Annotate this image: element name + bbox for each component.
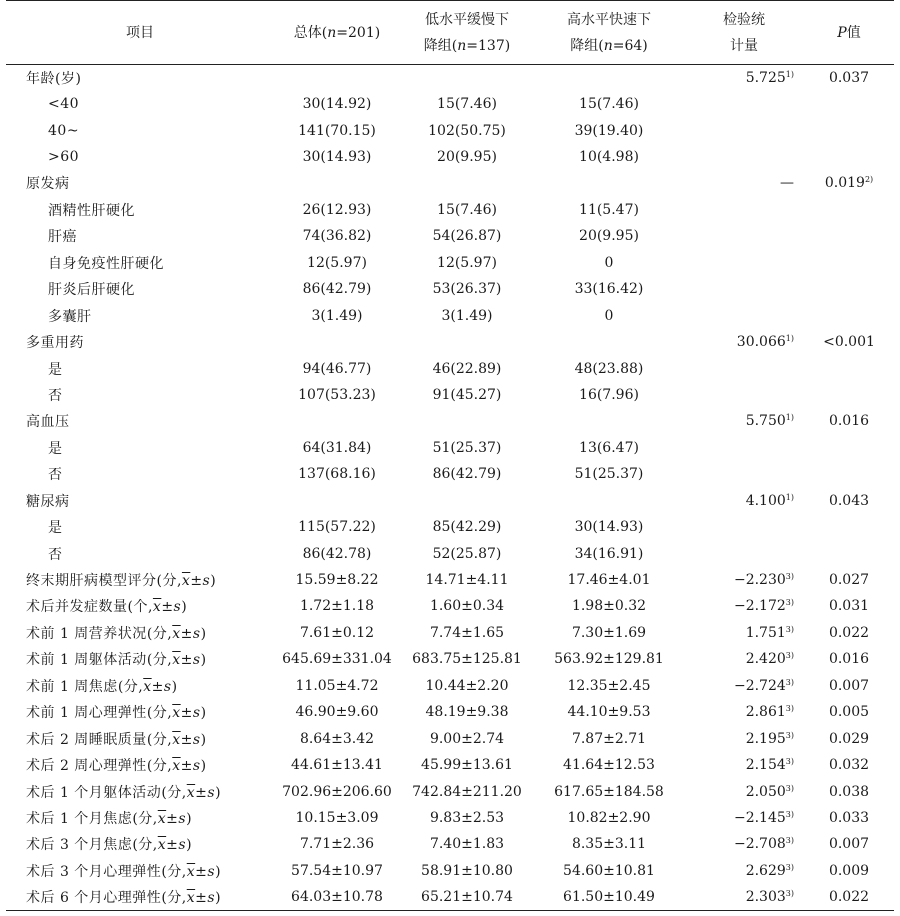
cell-low-group <box>400 488 534 514</box>
cell-test-statistic <box>684 461 804 487</box>
row-label: 术后 1 个月焦虑(分$,\overline{x}\pm s$) <box>26 810 193 827</box>
cell-test-statistic <box>684 382 804 408</box>
table-row <box>6 408 894 434</box>
cell-test-statistic: 2.629$^{3)}$ <box>745 862 794 879</box>
table-container <box>6 0 894 911</box>
cell-test-statistic: 2.154$^{3)}$ <box>745 757 794 774</box>
table-row <box>6 620 894 646</box>
row-label: 否 <box>48 546 63 563</box>
table-row <box>6 752 894 778</box>
cell-low-group: 742.84±211.20 <box>412 783 522 800</box>
cell-p-value <box>804 197 894 223</box>
table-row <box>6 276 894 302</box>
cell-p-value <box>804 91 894 117</box>
cell-test-statistic <box>684 197 804 223</box>
cell-total: 115(57.22) <box>298 519 376 536</box>
table-row <box>6 461 894 487</box>
cell-low-group: 46(22.89) <box>432 360 502 377</box>
row-label: 术后 2 周心理弹性(分$,\overline{x}\pm s$) <box>26 758 207 775</box>
cell-total: 86(42.78) <box>302 545 372 562</box>
table-row <box>6 858 894 884</box>
cell-total: 26(12.93) <box>302 201 372 218</box>
cell-test-statistic <box>684 540 804 566</box>
cell-p-value: 0.016 <box>828 651 870 668</box>
cell-test-statistic <box>684 514 804 540</box>
cell-low-group: 9.00±2.74 <box>429 730 505 747</box>
header-high-fast-decline: 高水平快速下 降组(n=64) <box>567 11 651 54</box>
row-label: 术前 1 周心理弹性(分$,\overline{x}\pm s$) <box>26 705 207 722</box>
table-row <box>6 170 894 196</box>
cell-low-group: 15(7.46) <box>437 201 497 218</box>
row-label: 酒精性肝硬化 <box>48 202 135 219</box>
cell-low-group: 54(26.87) <box>432 228 502 245</box>
cell-high-group <box>534 170 684 196</box>
cell-test-statistic: $-2.230^{3)}$ <box>733 572 794 589</box>
cell-low-group <box>400 65 534 91</box>
cell-p-value: 0.016 <box>828 413 870 430</box>
row-label: 多囊肝 <box>48 308 92 325</box>
cell-high-group <box>534 488 684 514</box>
table-row <box>6 567 894 593</box>
row-label: 术后 6 个月心理弹性(分$,\overline{x}\pm s$) <box>6 884 274 910</box>
cell-total: 10.15±3.09 <box>295 809 379 826</box>
row-label: 术后 1 个月躯体活动(分$,\overline{x}\pm s$) <box>26 784 222 801</box>
header-low-slow-decline: 低水平缓慢下 降组(n=137) <box>423 11 511 54</box>
row-label: 否 <box>48 387 63 404</box>
table-row <box>6 805 894 831</box>
row-label: 终末期肝病模型评分(分$,\overline{x}\pm s$) <box>26 573 217 590</box>
cell-p-value <box>804 514 894 540</box>
cell-high-group: 12.35±2.45 <box>567 677 651 694</box>
cell-total <box>274 488 400 514</box>
cell-total: 1.72±1.18 <box>299 598 375 615</box>
row-label: 术前 1 周营养状况(分$,\overline{x}\pm s$) <box>26 625 207 642</box>
table-body <box>6 65 894 911</box>
cell-low-group: 51(25.37) <box>432 439 502 456</box>
cell-total: 141(70.15) <box>298 122 376 139</box>
cell-test-statistic: $-2.708^{3)}$ <box>733 836 794 853</box>
cell-test-statistic <box>684 223 804 249</box>
cell-high-group: 39(19.40) <box>574 122 644 139</box>
cell-high-group: 8.35±3.11 <box>571 836 647 853</box>
table-row <box>6 488 894 514</box>
cell-high-group: 16(7.96) <box>579 386 639 403</box>
row-label: 术前 1 周躯体活动(分$,\overline{x}\pm s$) <box>26 652 207 669</box>
cell-high-group: 44.10±9.53 <box>567 704 651 721</box>
cell-high-group: 0 <box>604 254 614 271</box>
cell-total: 46.90±9.60 <box>295 704 379 721</box>
cell-test-statistic: 2.303$^{3)}$ <box>684 884 804 910</box>
cell-low-group: 14.71±4.11 <box>425 572 509 589</box>
cell-low-group: 45.99±13.61 <box>421 757 513 774</box>
cell-low-group: 10.44±2.20 <box>425 677 509 694</box>
table-row <box>6 302 894 328</box>
cell-low-group: 53(26.37) <box>432 281 502 298</box>
cell-high-group <box>534 329 684 355</box>
cell-low-group: 7.40±1.83 <box>429 836 505 853</box>
cell-p-value: 0.022 <box>828 624 870 641</box>
cell-low-group <box>400 329 534 355</box>
cell-p-value: 0.037 <box>828 69 870 86</box>
cell-total: 11.05±4.72 <box>295 677 379 694</box>
cell-high-group: 10.82±2.90 <box>567 809 651 826</box>
cell-test-statistic: 4.100$^{1)}$ <box>745 492 794 509</box>
row-label: 是 <box>48 520 63 537</box>
cell-total <box>274 170 400 196</box>
cell-p-value <box>804 461 894 487</box>
cell-test-statistic <box>684 144 804 170</box>
cell-total: 7.61±0.12 <box>299 624 375 641</box>
cell-p-value: 0.027 <box>828 572 870 589</box>
cell-total: 94(46.77) <box>302 360 372 377</box>
cell-p-value: 0.038 <box>828 783 870 800</box>
cell-test-statistic: 2.195$^{3)}$ <box>745 730 794 747</box>
table-row <box>6 223 894 249</box>
cell-total: 57.54±10.97 <box>291 862 383 879</box>
table-row <box>6 593 894 619</box>
cell-test-statistic: 5.750$^{1)}$ <box>745 413 794 430</box>
cell-low-group: 12(5.97) <box>437 254 497 271</box>
cell-test-statistic <box>684 435 804 461</box>
cell-p-value <box>804 117 894 143</box>
cell-low-group: 48.19±9.38 <box>425 704 509 721</box>
row-label: 自身免疫性肝硬化 <box>48 255 164 272</box>
cell-low-group: 58.91±10.80 <box>421 862 513 879</box>
cell-low-group: 683.75±125.81 <box>412 651 522 668</box>
table-row <box>6 197 894 223</box>
cell-high-group <box>534 408 684 434</box>
cell-high-group: 0 <box>604 307 614 324</box>
cell-total: 44.61±13.41 <box>291 757 383 774</box>
table-row <box>6 250 894 276</box>
table-row <box>6 831 894 857</box>
row-label: 术后并发症数量(个$,\overline{x}\pm s$) <box>26 599 188 616</box>
row-label: 年龄(岁) <box>26 70 82 87</box>
cell-high-group: 617.65±184.58 <box>554 783 664 800</box>
table-row <box>6 91 894 117</box>
header-test-statistic: 检验统 计量 <box>723 11 765 54</box>
cell-high-group: 1.98±0.32 <box>571 598 647 615</box>
cell-low-group: 3(1.49) <box>441 307 493 324</box>
table-row <box>6 699 894 725</box>
cell-total: 7.71±2.36 <box>299 836 375 853</box>
table-row <box>6 117 894 143</box>
cell-total <box>274 408 400 434</box>
cell-p-value: <0.001 <box>823 334 875 351</box>
row-label: 术前 1 周焦虑(分$,\overline{x}\pm s$) <box>26 678 178 695</box>
cell-total: 30(14.92) <box>302 96 372 113</box>
cell-test-statistic: — <box>780 175 794 192</box>
cell-p-value <box>804 276 894 302</box>
cell-test-statistic <box>684 117 804 143</box>
cell-p-value <box>804 223 894 249</box>
cell-p-value: 0.009 <box>828 862 870 879</box>
cell-total <box>274 65 400 91</box>
cell-total: 64.03±10.78 <box>274 884 400 910</box>
cell-test-statistic <box>684 91 804 117</box>
cell-total: 74(36.82) <box>302 228 372 245</box>
row-label: 肝癌 <box>48 229 77 246</box>
cell-total <box>274 329 400 355</box>
cell-high-group: 61.50±10.49 <box>534 884 684 910</box>
cell-total: 645.69±331.04 <box>282 651 392 668</box>
row-label: 多重用药 <box>26 335 84 352</box>
cell-p-value <box>804 355 894 381</box>
cell-high-group: 13(6.47) <box>579 439 639 456</box>
cell-total: 15.59±8.22 <box>295 572 379 589</box>
cell-p-value: 0.043 <box>828 492 870 509</box>
header-item: 项目 <box>126 24 154 41</box>
cell-high-group: 51(25.37) <box>574 466 644 483</box>
cell-high-group: 7.87±2.71 <box>571 730 647 747</box>
row-label: 术后 2 周睡眠质量(分$,\overline{x}\pm s$) <box>26 731 207 748</box>
table-row <box>6 725 894 751</box>
cell-high-group: 15(7.46) <box>579 96 639 113</box>
cell-high-group: 54.60±10.81 <box>563 862 655 879</box>
cell-low-group <box>400 170 534 196</box>
cell-p-value <box>804 540 894 566</box>
cell-p-value: 0.032 <box>828 757 870 774</box>
cell-test-statistic <box>684 355 804 381</box>
cell-low-group <box>400 408 534 434</box>
row-label: 原发病 <box>26 176 70 193</box>
cell-test-statistic <box>684 276 804 302</box>
cell-high-group: 10(4.98) <box>579 149 639 166</box>
row-label: >60 <box>48 149 80 166</box>
table-row <box>6 144 894 170</box>
cell-test-statistic <box>684 302 804 328</box>
cell-high-group: 7.30±1.69 <box>571 624 647 641</box>
cell-p-value: 0.007 <box>828 677 870 694</box>
cell-high-group: 563.92±129.81 <box>554 651 664 668</box>
cell-low-group: 20(9.95) <box>437 149 497 166</box>
cell-low-group: 91(45.27) <box>432 386 502 403</box>
cell-p-value <box>804 382 894 408</box>
row-label: 肝炎后肝硬化 <box>48 282 135 299</box>
table-row <box>6 646 894 672</box>
table-row <box>6 673 894 699</box>
cell-test-statistic: $-2.145^{3)}$ <box>733 809 794 826</box>
cell-p-value: 0.019$^{2)}$ <box>824 175 874 192</box>
cell-p-value <box>804 435 894 461</box>
table-row <box>6 540 894 566</box>
cell-p-value <box>804 302 894 328</box>
cell-high-group: 17.46±4.01 <box>567 572 651 589</box>
cell-p-value: 0.005 <box>828 704 870 721</box>
row-label: 术后 3 个月焦虑(分$,\overline{x}\pm s$) <box>26 837 193 854</box>
cell-high-group <box>534 65 684 91</box>
table-row <box>6 884 894 910</box>
row-label: <40 <box>48 96 80 113</box>
cell-test-statistic: 2.420$^{3)}$ <box>745 651 794 668</box>
table-row <box>6 355 894 381</box>
cell-total: 8.64±3.42 <box>299 730 375 747</box>
cell-p-value: 0.022 <box>804 884 894 910</box>
cell-high-group: 20(9.95) <box>579 228 639 245</box>
row-label: 术后 3 个月心理弹性(分$,\overline{x}\pm s$) <box>26 863 222 880</box>
table-row <box>6 329 894 355</box>
cell-test-statistic: 2.861$^{3)}$ <box>745 704 794 721</box>
cell-high-group: 41.64±12.53 <box>563 757 655 774</box>
cell-total: 64(31.84) <box>302 439 372 456</box>
cell-high-group: 34(16.91) <box>574 545 644 562</box>
cell-total: 12(5.97) <box>307 254 367 271</box>
cell-low-group: 1.60±0.34 <box>429 598 505 615</box>
cell-high-group: 11(5.47) <box>579 201 639 218</box>
table-header <box>6 1 894 65</box>
cell-test-statistic: 2.050$^{3)}$ <box>745 783 794 800</box>
row-label: 是 <box>48 440 63 457</box>
row-label: 40~ <box>48 122 80 139</box>
table-row <box>6 778 894 804</box>
cell-test-statistic: 5.725$^{1)}$ <box>745 69 794 86</box>
cell-low-group: 9.83±2.53 <box>429 809 505 826</box>
cell-total: 3(1.49) <box>311 307 363 324</box>
cell-low-group: 85(42.29) <box>432 519 502 536</box>
cell-total: 137(68.16) <box>298 466 376 483</box>
row-label: 是 <box>48 361 63 378</box>
cell-low-group: 86(42.79) <box>432 466 502 483</box>
cell-high-group: 48(23.88) <box>574 360 644 377</box>
cell-p-value <box>804 250 894 276</box>
cell-p-value <box>804 144 894 170</box>
cell-test-statistic: $-2.724^{3)}$ <box>733 677 794 694</box>
table-row <box>6 65 894 91</box>
table-row <box>6 435 894 461</box>
cell-test-statistic: 30.066$^{1)}$ <box>736 334 794 351</box>
cell-total: 86(42.79) <box>302 281 372 298</box>
cell-low-group: 65.21±10.74 <box>400 884 534 910</box>
cell-p-value: 0.007 <box>828 836 870 853</box>
row-label: 否 <box>48 467 63 484</box>
cell-p-value: 0.033 <box>828 809 870 826</box>
cell-test-statistic: $-2.172^{3)}$ <box>733 598 794 615</box>
cell-low-group: 52(25.87) <box>432 545 502 562</box>
cell-p-value: 0.031 <box>828 598 870 615</box>
cell-high-group: 33(16.42) <box>574 281 644 298</box>
cell-high-group: 30(14.93) <box>574 519 644 536</box>
cell-p-value: 0.029 <box>828 730 870 747</box>
table-row <box>6 514 894 540</box>
cell-total: 30(14.93) <box>302 149 372 166</box>
row-label: 糖尿病 <box>26 493 70 510</box>
cell-total: 702.96±206.60 <box>282 783 392 800</box>
cell-low-group: 15(7.46) <box>437 96 497 113</box>
baseline-characteristics-table <box>6 0 894 911</box>
header-total: 总体(n=201) <box>293 24 381 41</box>
cell-test-statistic <box>684 250 804 276</box>
row-label: 高血压 <box>26 414 70 431</box>
cell-total: 107(53.23) <box>298 386 376 403</box>
table-row <box>6 382 894 408</box>
cell-test-statistic: 1.751$^{3)}$ <box>745 624 794 641</box>
header-p-value: P值 <box>837 24 861 41</box>
cell-low-group: 7.74±1.65 <box>429 624 505 641</box>
cell-low-group: 102(50.75) <box>428 122 506 139</box>
